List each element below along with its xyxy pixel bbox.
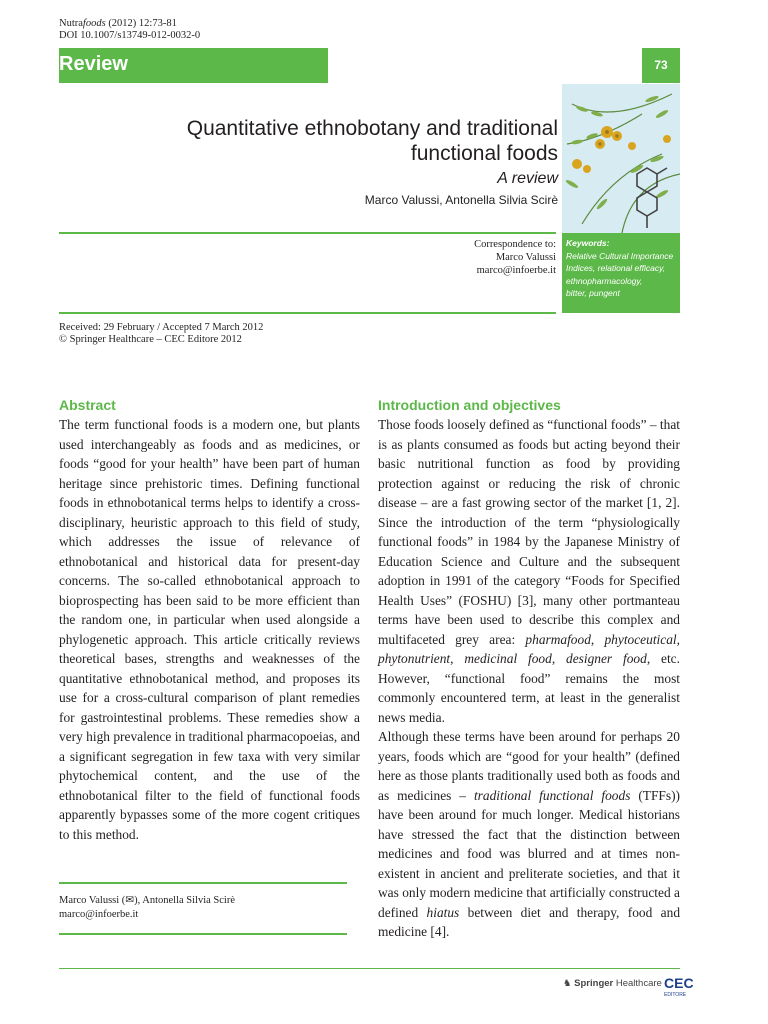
correspondence-email[interactable]: marco@infoerbe.it bbox=[476, 265, 556, 276]
article-authors: Marco Valussi, Antonella Silvia Scirè bbox=[364, 193, 558, 207]
abstract-heading: Abstract bbox=[59, 397, 116, 413]
journal-citation: Nutrafoods (2012) 12:73-81 DOI 10.1007/s13749-012-0032-0 bbox=[59, 18, 201, 41]
author-footnote: Marco Valussi (✉), Antonella Silvia Scirè marco@infoerbe.it bbox=[59, 895, 235, 920]
footnote-email[interactable]: marco@infoerbe.it bbox=[59, 908, 139, 920]
cec-logo-sub: EDITORE bbox=[664, 992, 687, 998]
received-dates: Received: 29 February / Accepted 7 March 2012 © Springer Healthcare – CEC Editore 2012 bbox=[59, 322, 264, 345]
divider bbox=[59, 232, 556, 234]
keywords-box: Keywords: Relative Cultural Importance Indices, relational efficacy, ethnopharmacology, bitter, pungent bbox=[562, 233, 680, 313]
correspondence: Correspondence to: Marco Valussi marco@infoerbe.it bbox=[474, 239, 556, 276]
springer-horse-icon: ♞ bbox=[563, 978, 572, 989]
abstract-text: The term functional foods is a modern one, but plants used interchangeably as foods and as medicines, or foods “good for your health” have been part of human heritage since prehistoric times. Defining functional foods in ethnobotanical terms helps to identify a cross-disciplinary, heuristic approach to this field of study, which addresses the issue of relevance of ethnobotanical and historical data for present-day concerns. The so-called ethnobotanical approach to bioprospecting has been said to be more efficient than the random one, in particular when used alongside a phylogenetic approach. This article critically reviews theoretical bases, strengths and weaknesses of the quantitative ethnobotanical method, and proposes its use for a cross-cultural comparison of plant remedies for gastrointestinal problems. These remedies show a very high prevalence in traditional pharmacopoeias, and a significant segregation in few taxa with very similar phytochemical content, and the use of the ethnobotanical filter to the field of functional foods apparently bypasses some of the more cogent critiques to this method. bbox=[59, 417, 360, 842]
page-number: 73 bbox=[642, 48, 680, 83]
article-subtitle: A review bbox=[497, 170, 558, 187]
divider bbox=[59, 882, 347, 884]
intro-paragraph-2: Although these terms have been around for perhaps 20 years, foods which are “good for your health” (defined here as those plants traditionally used both as foods and as medicines – traditional functional foods (TFFs)) have been around for much longer. Medical historians have stressed the fact that the distinction between medicines and food was blurred and at times non-existent in ancient and preliterate societies, and that it was only modern medicine that artificially constructed a defined hiatus between diet and therapy, food and medicine [4]. bbox=[378, 729, 681, 939]
cec-logo: CEC bbox=[664, 975, 694, 991]
doi: DOI 10.1007/s13749-012-0032-0 bbox=[59, 30, 201, 41]
footer-divider bbox=[59, 968, 680, 969]
springer-logo: ♞ Springer Healthcare bbox=[563, 978, 662, 989]
intro-paragraph-1: Those foods loosely defined as “functional foods” – that is as plants consumed as foods but acting beyond their basic nutritional function as food by providing protection against or reducing the risk of chronic disease – are a fast growing sector of the market [1, 2]. Since the introduction of the term “physiologically functional foods” in 1984 by the Japanese Ministry of Education Science and Culture and the subsequent adoption in 1991 of the category “Foods for Specified Health Uses” (FOSHU) [3], many other portmanteau terms have been used to describe this complex and multifaceted grey area: pharmafood, phytoceutical, phytonutrient, medicinal food, designer food, etc. However, “functional food” remains the most commonly encountered term, at least in the generalist news media. bbox=[378, 417, 680, 725]
article-title: Quantitative ethnobotany and traditional functional foods bbox=[186, 117, 558, 165]
intro-text bbox=[378, 415, 680, 942]
divider bbox=[59, 312, 556, 314]
plant-photo bbox=[562, 84, 680, 233]
divider bbox=[59, 933, 347, 935]
section-label: Review bbox=[59, 53, 128, 75]
intro-heading: Introduction and objectives bbox=[378, 397, 561, 413]
